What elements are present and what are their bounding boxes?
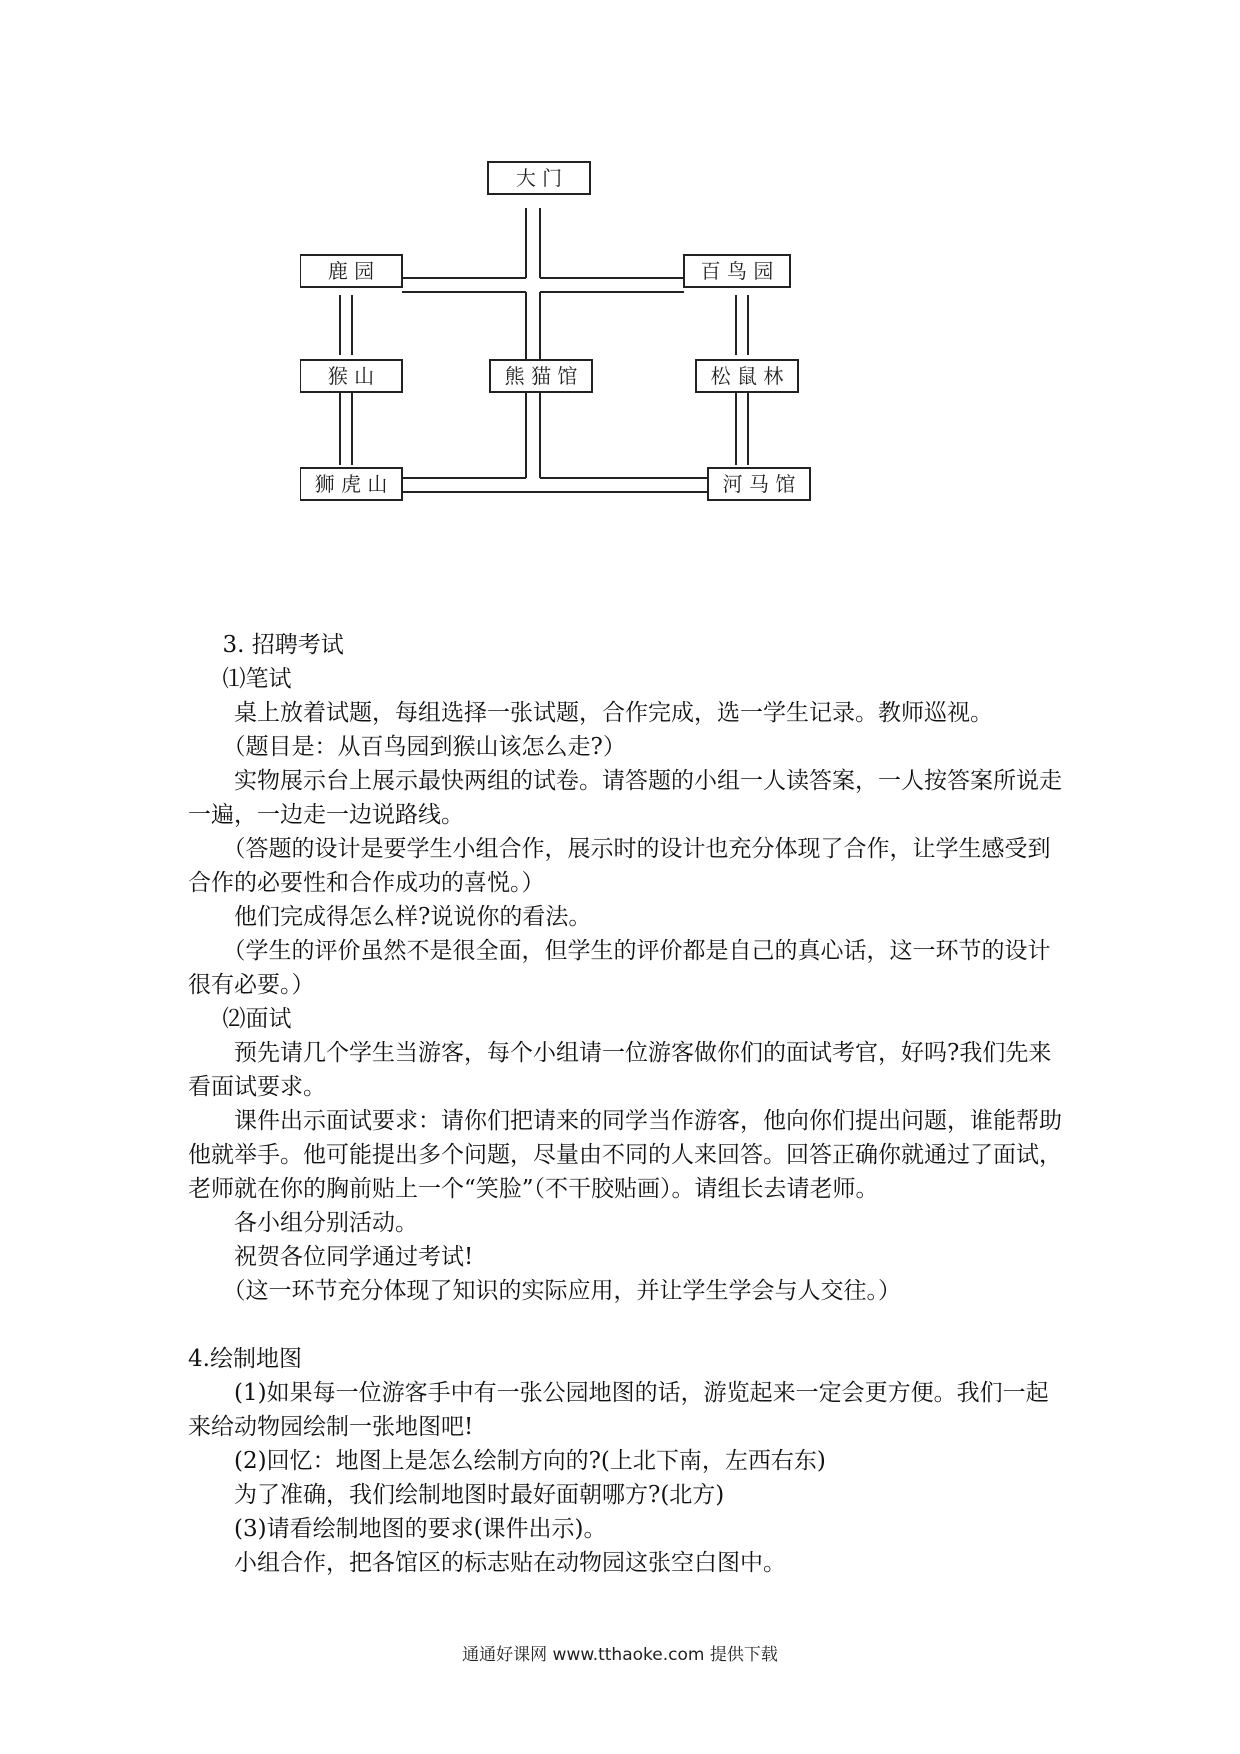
paragraph: 为了准确，我们绘制地图时最好面朝哪方?(北方) [234, 1482, 725, 1508]
subsection-written-test: ⑴笔试 [222, 666, 292, 692]
node-deer-garden-label: 鹿 园 [327, 259, 375, 283]
paragraph: （学生的评价虽然不是很全面，但学生的评价都是自己的真心话，这一环节的设计很有必要。） [188, 938, 1051, 998]
paragraph: 各小组分别活动。 [234, 1210, 418, 1236]
section-4-heading: 4.绘制地图 [188, 1346, 302, 1372]
page-footer: 通通好课网 www.tthaoke.com 提供下载 [462, 1645, 778, 1665]
paragraph: 祝贺各位同学通过考试! [234, 1244, 474, 1270]
node-lion-tiger-hill-label: 狮 虎 山 [314, 472, 388, 496]
document-body [188, 628, 1068, 1580]
node-monkey-hill-label: 猴 山 [327, 364, 375, 388]
paragraph: 实物展示台上展示最快两组的试卷。请答题的小组一人读答案，一人按答案所说走一遍，一边走一边说路线。 [188, 768, 1062, 828]
paragraph: 课件出示面试要求：请你们把请来的同学当作游客，他向你们提出问题，谁能帮助他就举手。他可能提出多个问题，尽量由不同的人来回答。回答正确你就通过了面试，老师就在你的胸前贴上一个“笑脸”（不干胶贴画）。请组长去请老师。 [188, 1108, 1062, 1202]
paragraph: 小组合作，把各馆区的标志贴在动物园这张空白图中。 [234, 1550, 786, 1576]
node-hippo-hall-label: 河 马 馆 [722, 472, 796, 496]
paragraph: (1)如果每一位游客手中有一张公园地图的话，游览起来一定会更方便。我们一起来给动物园绘制一张地图吧! [188, 1380, 1049, 1440]
paragraph: 预先请几个学生当游客，每个小组请一位游客做你们的面试考官，好吗?我们先来看面试要求。 [188, 1040, 1052, 1100]
node-panda-hall-label: 熊 猫 馆 [504, 364, 578, 388]
paragraph: (2)回忆：地图上是怎么绘制方向的?(上北下南，左西右东) [234, 1448, 826, 1474]
paragraph: （这一环节充分体现了知识的实际应用，并让学生学会与人交往。） [222, 1278, 901, 1304]
paragraph: （答题的设计是要学生小组合作，展示时的设计也充分体现了合作，让学生感受到合作的必要性和合作成功的喜悦。） [188, 836, 1051, 896]
paragraph: 桌上放着试题，每组选择一张试题，合作完成，选一学生记录。教师巡视。 [234, 700, 993, 726]
zoo-map-diagram [300, 160, 940, 580]
paragraph: 他们完成得怎么样?说说你的看法。 [234, 904, 592, 930]
node-bird-garden-label: 百 鸟 园 [700, 259, 774, 283]
subsection-interview: ⑵面试 [222, 1006, 292, 1032]
paragraph: (3)请看绘制地图的要求(课件出示)。 [234, 1516, 607, 1542]
node-gate-label: 大 门 [515, 166, 563, 190]
node-squirrel-forest-label: 松 鼠 林 [710, 364, 784, 388]
paragraph: （题目是：从百鸟园到猴山该怎么走?） [222, 734, 626, 760]
section-3-heading: 3. 招聘考试 [222, 632, 344, 658]
